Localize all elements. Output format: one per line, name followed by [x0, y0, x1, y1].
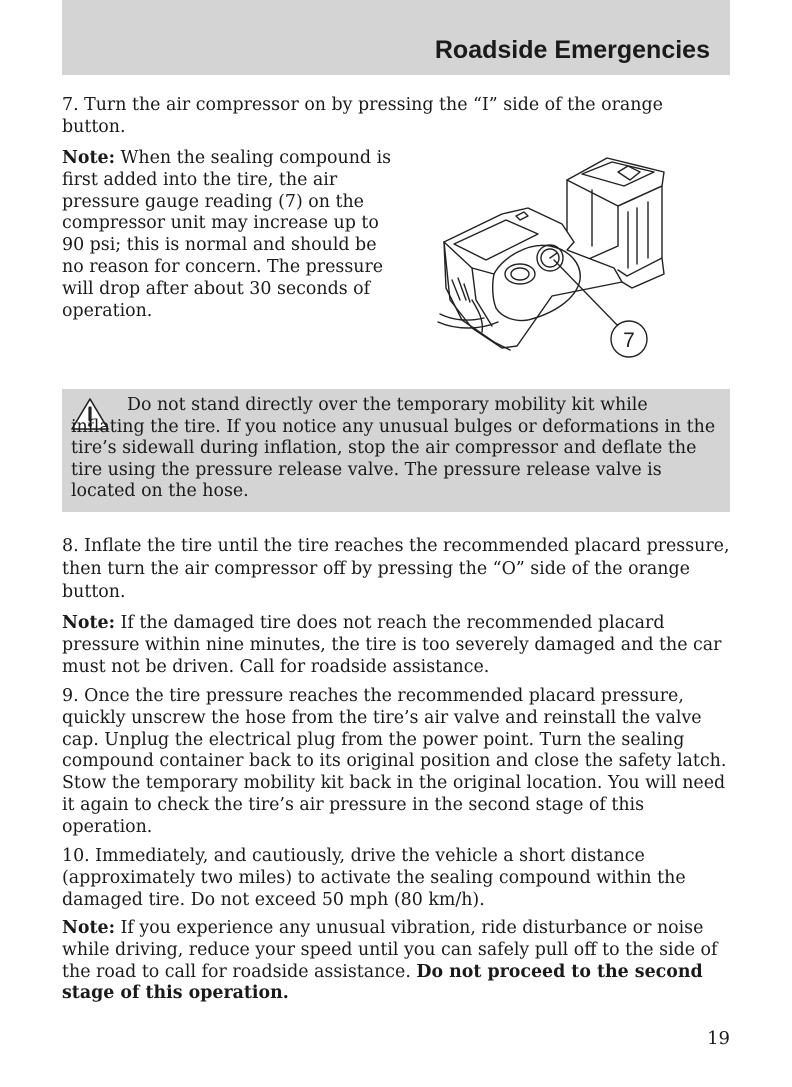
note-label: Note:	[62, 613, 116, 633]
note-bold-warning: Do not proceed to the second stage of this operation.	[62, 961, 703, 1004]
note-text: If the damaged tire does not reach the recommended placard pressure within nine minutes, the tire is too severely damaged and the car must not be driven. Call for roadside assistance.	[62, 613, 722, 677]
note-text: When the sealing compound is first added into the tire, the air pressure gauge reading (7) on the compressor unit may increase up to 90 psi; this is normal and should be no reason for concern. The pressure will drop after about 30 seconds of operation.	[62, 148, 392, 321]
step-7: 7. Turn the air compressor on by pressing the “I” side of the orange button.	[62, 95, 663, 137]
air-compressor-illustration	[432, 150, 668, 362]
note-damaged-tire	[62, 613, 730, 678]
compressor-body	[438, 208, 622, 350]
note-text: If you experience any unusual vibration, ride disturbance or noise while driving, reduce your speed until you can safely pull off to the side of the road to call for roadside assistance.	[62, 918, 718, 982]
warning-text: Do not stand directly over the temporary mobility kit while inflating the tire. If you notice any unusual bulges or deformations in the tire’s sidewall during inflation, stop the air compressor and deflate the tire using the pressure release valve. The pressure release valve is located on the hose.	[71, 395, 716, 502]
step-9: 9. Once the tire pressure reaches the recommended placard pressure, quickly unscrew the hose from the tire’s air valve and reinstall the valve cap. Unplug the electrical plug from the power point. Turn the sealing compound container back to its original position and close the safety latch. Stow the temporary mobility kit back in the original location. You will need it again to check the tire’s air pressure in the second stage of this operation.	[62, 686, 727, 837]
note-label: Note:	[62, 148, 116, 168]
note-vibration	[62, 918, 730, 1005]
note-label: Note:	[62, 918, 116, 938]
page-number: 19	[707, 1028, 730, 1049]
step-8: 8. Inflate the tire until the tire reaches the recommended placard pressure, then turn the air compressor off by pressing the “O” side of the orange button.	[62, 536, 730, 602]
section-title: Roadside Emergencies	[434, 36, 710, 64]
note-compressor-pressure	[62, 148, 402, 322]
callout-label: 7	[623, 329, 635, 352]
step-10: 10. Immediately, and cautiously, drive the vehicle a short distance (approximately two miles) to activate the sealing compound within the damaged tire. Do not exceed 50 mph (80 km/h).	[62, 846, 686, 910]
warning-box	[62, 389, 730, 512]
header-bar	[62, 0, 730, 75]
